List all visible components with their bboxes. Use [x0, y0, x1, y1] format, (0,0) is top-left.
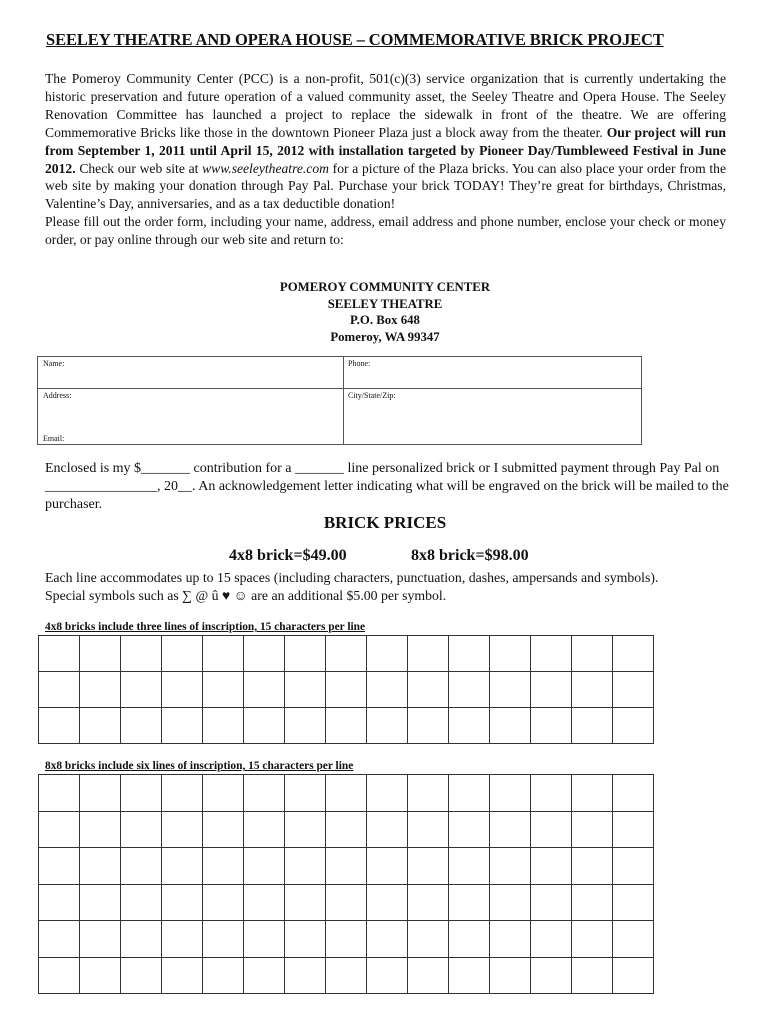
character-cell[interactable] [367, 672, 408, 708]
character-cell[interactable] [490, 848, 531, 885]
character-cell[interactable] [326, 811, 367, 848]
character-cell[interactable] [449, 811, 490, 848]
character-cell[interactable] [39, 848, 80, 885]
intro-dates-bold: Our project will run from September 1, 2011 until April 15, 2012 with installation targeted by Pioneer Day/Tumbleweed Festival in June 2012. [45, 124, 726, 176]
character-cell[interactable] [449, 708, 490, 744]
character-cell[interactable] [408, 921, 449, 958]
character-cell[interactable] [39, 921, 80, 958]
character-cell[interactable] [449, 884, 490, 921]
character-cell[interactable] [490, 884, 531, 921]
character-cell[interactable] [531, 848, 572, 885]
character-cell[interactable] [449, 957, 490, 994]
character-cell[interactable] [162, 672, 203, 708]
character-cell[interactable] [531, 672, 572, 708]
character-cell[interactable] [490, 921, 531, 958]
character-cell[interactable] [367, 708, 408, 744]
inscription-line [39, 811, 654, 848]
line-limit-text: Each line accommodates up to 15 spaces (including characters, punctuation, dashes, ampersands and symbols). [45, 570, 659, 585]
inscription-grid-4x8 [38, 635, 654, 744]
character-cell[interactable] [121, 921, 162, 958]
intro-instructions: Please fill out the order form, including your name, address, email address and phone number, enclose your check or money order, or pay online through our web site and return to: [45, 214, 726, 248]
character-cell[interactable] [39, 708, 80, 744]
line-limits-note [45, 569, 745, 605]
character-cell[interactable] [285, 636, 326, 672]
inscription-line [39, 957, 654, 994]
character-cell[interactable] [449, 672, 490, 708]
inscription-line [39, 848, 654, 885]
character-cell[interactable] [326, 848, 367, 885]
character-cell[interactable] [285, 775, 326, 812]
website-link[interactable]: www.seeleytheatre.com [202, 160, 329, 176]
character-cell[interactable] [162, 921, 203, 958]
character-cell[interactable] [572, 672, 613, 708]
character-cell[interactable] [408, 636, 449, 672]
character-cell[interactable] [39, 811, 80, 848]
contact-info-table [37, 356, 642, 445]
inscription-line [39, 775, 654, 812]
character-cell[interactable] [121, 672, 162, 708]
character-cell[interactable] [531, 636, 572, 672]
character-cell[interactable] [449, 921, 490, 958]
character-cell[interactable] [572, 811, 613, 848]
character-cell[interactable] [203, 921, 244, 958]
city-state-zip-label: City/State/Zip: [348, 391, 396, 400]
character-cell[interactable] [80, 848, 121, 885]
intro-text-1: The Pomeroy Community Center (PCC) is a non-profit, 501(c)(3) service organization that is currently undertaking the historic preservation and future operation of a valued community asset, the Seeley Theatre and Opera House. The Seeley Renovation Committee has launched a project to replace the sidewalk in front of the theatre. We are offering Commemorative Bricks like those in the downtown Pioneer Plaza just a block away from the theater. [45, 71, 726, 140]
character-cell[interactable] [203, 884, 244, 921]
character-cell[interactable] [531, 811, 572, 848]
character-cell[interactable] [39, 957, 80, 994]
character-cell[interactable] [203, 775, 244, 812]
character-cell[interactable] [244, 884, 285, 921]
address-line-1: POMEROY COMMUNITY CENTER [279, 280, 491, 294]
character-cell[interactable] [203, 672, 244, 708]
character-cell[interactable] [572, 884, 613, 921]
character-cell[interactable] [121, 848, 162, 885]
character-cell[interactable] [326, 708, 367, 744]
character-cell[interactable] [408, 884, 449, 921]
character-cell[interactable] [121, 775, 162, 812]
character-cell[interactable] [490, 775, 531, 812]
address-field[interactable] [38, 389, 344, 445]
character-cell[interactable] [613, 775, 654, 812]
character-cell[interactable] [367, 957, 408, 994]
character-cell[interactable] [490, 708, 531, 744]
character-cell[interactable] [326, 775, 367, 812]
character-cell[interactable] [80, 775, 121, 812]
character-cell[interactable] [162, 775, 203, 812]
address-line-2: SEELEY THEATRE [327, 296, 443, 311]
inscription-line [39, 636, 654, 672]
character-cell[interactable] [531, 708, 572, 744]
character-cell[interactable] [285, 672, 326, 708]
character-cell[interactable] [203, 957, 244, 994]
character-cell[interactable] [531, 957, 572, 994]
character-cell[interactable] [367, 921, 408, 958]
character-cell[interactable] [80, 636, 121, 672]
character-cell[interactable] [121, 708, 162, 744]
inscription-line [39, 884, 654, 921]
name-field[interactable] [38, 357, 344, 389]
phone-label: Phone: [348, 359, 371, 368]
character-cell[interactable] [531, 921, 572, 958]
email-label: Email: [43, 434, 65, 443]
character-cell[interactable] [244, 811, 285, 848]
character-cell[interactable] [367, 775, 408, 812]
city-state-zip-field[interactable] [344, 389, 642, 445]
character-cell[interactable] [39, 672, 80, 708]
name-label: Name: [43, 359, 65, 368]
character-cell[interactable] [244, 921, 285, 958]
character-cell[interactable] [572, 921, 613, 958]
character-cell[interactable] [244, 848, 285, 885]
character-cell[interactable] [613, 957, 654, 994]
character-cell[interactable] [572, 636, 613, 672]
character-cell[interactable] [39, 775, 80, 812]
character-cell[interactable] [613, 636, 654, 672]
character-cell[interactable] [613, 884, 654, 921]
character-cell[interactable] [162, 957, 203, 994]
character-cell[interactable] [80, 957, 121, 994]
character-cell[interactable] [121, 811, 162, 848]
intro-text-3: for a picture of the Plaza bricks. You can also place your order from the web site by making your donation through Pay Pal. Purchase your brick TODAY! They’re great for birthdays, Christmas, Valentine’s Day, anniversaries, and as a tax deductible donation! [45, 160, 726, 212]
character-cell[interactable] [203, 636, 244, 672]
character-cell[interactable] [613, 811, 654, 848]
character-cell[interactable] [121, 636, 162, 672]
character-cell[interactable] [572, 957, 613, 994]
special-symbols-text: Special symbols such as ∑ @ û ♥ ☺ are an additional $5.00 per symbol. [45, 588, 447, 603]
character-cell[interactable] [408, 775, 449, 812]
character-cell[interactable] [326, 636, 367, 672]
character-cell[interactable] [80, 672, 121, 708]
character-cell[interactable] [449, 636, 490, 672]
character-cell[interactable] [490, 957, 531, 994]
character-cell[interactable] [367, 848, 408, 885]
character-cell[interactable] [285, 708, 326, 744]
intro-text-2: Check our web site at [75, 160, 203, 176]
character-cell[interactable] [121, 957, 162, 994]
character-cell[interactable] [613, 672, 654, 708]
character-cell[interactable] [244, 775, 285, 812]
character-cell[interactable] [285, 884, 326, 921]
character-cell[interactable] [572, 848, 613, 885]
character-cell[interactable] [162, 848, 203, 885]
character-cell[interactable] [531, 884, 572, 921]
character-cell[interactable] [531, 775, 572, 812]
character-cell[interactable] [244, 636, 285, 672]
character-cell[interactable] [162, 636, 203, 672]
character-cell[interactable] [408, 708, 449, 744]
character-cell[interactable] [367, 884, 408, 921]
character-cell[interactable] [572, 708, 613, 744]
intro-paragraph [45, 70, 726, 249]
character-cell[interactable] [203, 708, 244, 744]
character-cell[interactable] [80, 811, 121, 848]
character-cell[interactable] [367, 811, 408, 848]
character-cell[interactable] [80, 884, 121, 921]
grid-8x8-label: 8x8 bricks include six lines of inscription, 15 characters per line [45, 760, 354, 772]
character-cell[interactable] [367, 636, 408, 672]
inscription-line [39, 921, 654, 958]
character-cell[interactable] [326, 957, 367, 994]
character-cell[interactable] [203, 848, 244, 885]
character-cell[interactable] [408, 957, 449, 994]
character-cell[interactable] [162, 884, 203, 921]
grid-4x8-label: 4x8 bricks include three lines of inscription, 15 characters per line [45, 621, 366, 633]
character-cell[interactable] [326, 672, 367, 708]
page-title: SEELEY THEATRE AND OPERA HOUSE – COMMEMORATIVE BRICK PROJECT [46, 30, 664, 49]
character-cell[interactable] [326, 884, 367, 921]
brick-prices-heading: BRICK PRICES [323, 513, 447, 532]
character-cell[interactable] [613, 848, 654, 885]
character-cell[interactable] [39, 884, 80, 921]
character-cell[interactable] [244, 708, 285, 744]
character-cell[interactable] [408, 811, 449, 848]
character-cell[interactable] [408, 672, 449, 708]
price-8x8: 8x8 brick=$98.00 [411, 547, 529, 564]
enclosed-statement: Enclosed is my $_______ contribution for a _______ line personalized brick or I submitted payment through Pay Pal on ________________, 20__. An acknowledgement letter indicating what will be engraved on the brick will be mailed to the purchaser. [45, 461, 729, 512]
inscription-grid-8x8 [38, 774, 654, 994]
mailing-address [0, 279, 770, 345]
inscription-line [39, 672, 654, 708]
address-line-4: Pomeroy, WA 99347 [330, 329, 440, 344]
character-cell[interactable] [285, 811, 326, 848]
character-cell[interactable] [613, 708, 654, 744]
character-cell[interactable] [285, 921, 326, 958]
character-cell[interactable] [244, 672, 285, 708]
character-cell[interactable] [490, 672, 531, 708]
character-cell[interactable] [121, 884, 162, 921]
character-cell[interactable] [162, 708, 203, 744]
character-cell[interactable] [285, 957, 326, 994]
character-cell[interactable] [490, 636, 531, 672]
address-label: Address: [43, 391, 72, 400]
character-cell[interactable] [449, 775, 490, 812]
character-cell[interactable] [244, 957, 285, 994]
address-line-3: P.O. Box 648 [350, 313, 420, 328]
character-cell[interactable] [613, 921, 654, 958]
character-cell[interactable] [162, 811, 203, 848]
character-cell[interactable] [449, 848, 490, 885]
inscription-line [39, 708, 654, 744]
character-cell[interactable] [408, 848, 449, 885]
character-cell[interactable] [203, 811, 244, 848]
character-cell[interactable] [39, 636, 80, 672]
character-cell[interactable] [80, 708, 121, 744]
character-cell[interactable] [80, 921, 121, 958]
price-4x8: 4x8 brick=$49.00 [229, 547, 347, 564]
character-cell[interactable] [490, 811, 531, 848]
character-cell[interactable] [326, 921, 367, 958]
character-cell[interactable] [572, 775, 613, 812]
phone-field[interactable] [344, 357, 642, 389]
character-cell[interactable] [285, 848, 326, 885]
